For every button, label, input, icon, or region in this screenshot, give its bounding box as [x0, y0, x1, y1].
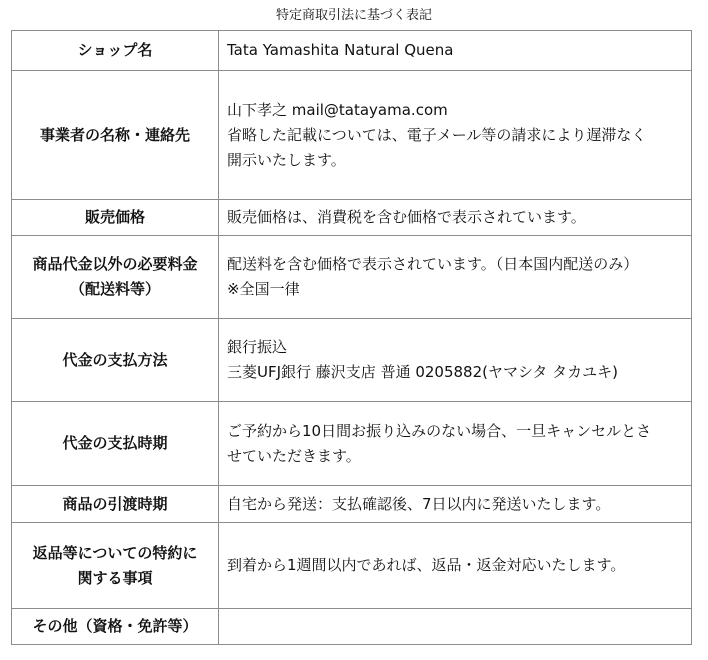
row-payment-timing: [12, 402, 692, 486]
row-label: [12, 402, 219, 486]
value-line: 省略した記載については、電子メール等の請求により遅滞なく: [227, 125, 647, 144]
label-line: 事業者の名称・連絡先: [39, 125, 190, 144]
label-line: 返品等についての特約に: [32, 543, 198, 562]
row-value: [219, 71, 692, 200]
row-value: [219, 236, 692, 319]
row-label: [12, 609, 219, 645]
value-line: せていただきます。: [227, 446, 361, 465]
row-label: [12, 319, 219, 402]
label-line: ショップ名: [77, 41, 153, 59]
label-line: 関する事項: [77, 568, 153, 587]
legal-notice-table: [11, 30, 692, 645]
row-value: [219, 402, 692, 486]
label-line: 商品代金以外の必要料金: [32, 255, 198, 273]
label-line: 販売価格: [84, 208, 145, 226]
label-line: 商品の引渡時期: [62, 494, 168, 513]
row-label: [12, 200, 219, 236]
row-value: [219, 31, 692, 71]
row-business-contact: [12, 71, 692, 200]
label-line: その他（資格・免許等）: [32, 617, 198, 635]
row-other-fees: [12, 236, 692, 319]
value-line: 銀行振込: [227, 338, 288, 356]
value-line: 販売価格は、消費税を含む価格で表示されています。: [227, 208, 586, 226]
value-line: 自宅から発送：支払確認後、7日以内に発送いたします。: [227, 494, 611, 513]
label-line: （配送料等）: [69, 280, 160, 298]
row-value: [219, 319, 692, 402]
row-label: [12, 486, 219, 523]
label-line: 代金の支払時期: [62, 434, 168, 452]
row-label: [12, 31, 219, 71]
row-label: [12, 523, 219, 609]
value-line: 山下孝之 mail@tatayama.com: [227, 100, 448, 119]
row-delivery-timing: [12, 486, 692, 523]
row-sales-price: [12, 200, 692, 236]
row-returns-policy: [12, 523, 692, 609]
row-other-licenses: [12, 609, 692, 645]
value-line: 配送料を含む価格で表示されています。（日本国内配送のみ）: [227, 255, 639, 273]
row-label: [12, 71, 219, 200]
value-line: 開示いたします。: [227, 150, 346, 169]
row-payment-method: [12, 319, 692, 402]
value-line: ご予約から10日間お振り込みのない場合、一旦キャンセルとさ: [227, 421, 652, 440]
row-value-empty: [219, 609, 692, 645]
label-line: 代金の支払方法: [62, 350, 168, 369]
page-title: 特定商取引法に基づく表記: [275, 8, 432, 23]
row-value: [219, 486, 692, 523]
row-label: [12, 236, 219, 319]
value-line: 三菱UFJ銀行 藤沢支店 普通 0205882(ヤマシタ タカユキ): [227, 363, 619, 381]
row-value: [219, 200, 692, 236]
row-value: [219, 523, 692, 609]
value-line: Tata Yamashita Natural Quena: [227, 41, 454, 59]
value-line: ※全国一律: [227, 280, 300, 298]
row-shop-name: [12, 31, 692, 71]
value-line: 到着から1週間以内であれば、返品・返金対応いたします。: [227, 556, 626, 574]
